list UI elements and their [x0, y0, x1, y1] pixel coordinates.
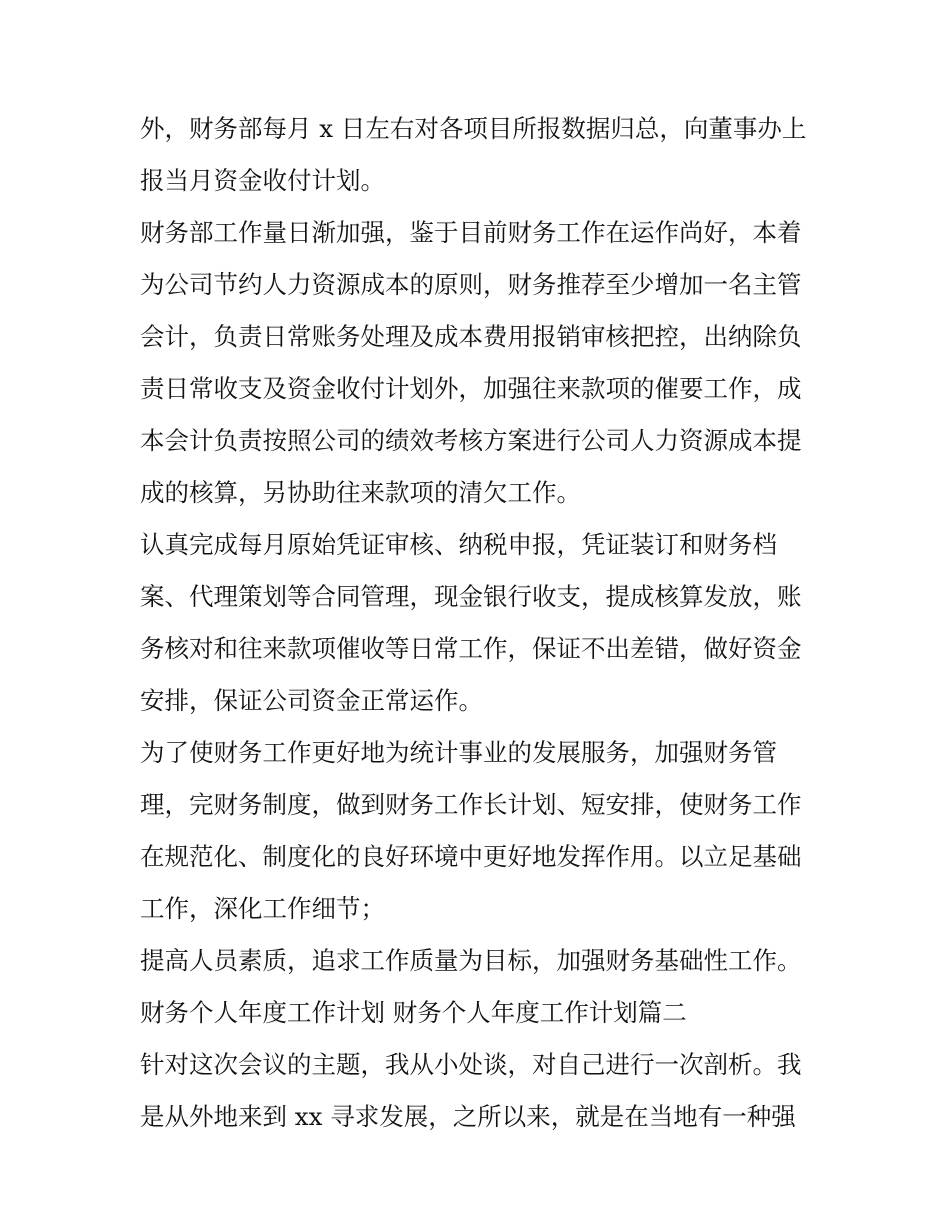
text-line: 案、代理策划等合同管理，现金银行收支，提成核算发放，账	[140, 582, 802, 611]
text-line: 为了使财务工作更好地为统计事业的发展服务，加强财务管	[140, 738, 777, 767]
text-line: 在规范化、制度化的良好环境中更好地发挥作用。以立足基础	[140, 842, 802, 871]
text-line: 为公司节约人力资源成本的原则，财务推荐至少增加一名主管	[140, 270, 802, 299]
text-line: 理，完财务制度，做到财务工作长计划、短安排，使财务工作	[140, 790, 802, 819]
text-line: 报当月资金收付计划。	[140, 166, 385, 195]
text-line: 提高人员素质，追求工作质量为目标，加强财务基础性工作。	[140, 946, 802, 975]
text-line: 本会计负责按照公司的绩效考核方案进行公司人力资源成本提	[140, 426, 802, 455]
document-body	[140, 103, 820, 1143]
text-line: 务核对和往来款项催收等日常工作，保证不出差错，做好资金	[140, 634, 802, 663]
text-line: 工作，深化工作细节；	[140, 894, 385, 923]
text-line: 责日常收支及资金收付计划外，加强往来款项的催要工作，成	[140, 374, 802, 403]
text-line: 是从外地来到 xx 寻求发展，之所以来，就是在当地有一种强	[140, 1102, 796, 1131]
section-heading: 财务个人年度工作计划 财务个人年度工作计划篇二	[140, 998, 687, 1027]
text-line: 外，财务部每月 x 日左右对各项目所报数据归总，向董事办上	[140, 114, 807, 143]
text-line: 会计，负责日常账务处理及成本费用报销审核把控，出纳除负	[140, 322, 802, 351]
text-line: 安排，保证公司资金正常运作。	[140, 686, 483, 715]
text-line: 针对这次会议的主题，我从小处谈，对自己进行一次剖析。我	[140, 1050, 802, 1079]
text-line: 认真完成每月原始凭证审核、纳税申报，凭证装订和财务档	[140, 530, 777, 559]
text-line: 成的核算，另协助往来款项的清欠工作。	[140, 478, 581, 507]
text-line: 财务部工作量日渐加强，鉴于目前财务工作在运作尚好，本着	[140, 218, 802, 247]
